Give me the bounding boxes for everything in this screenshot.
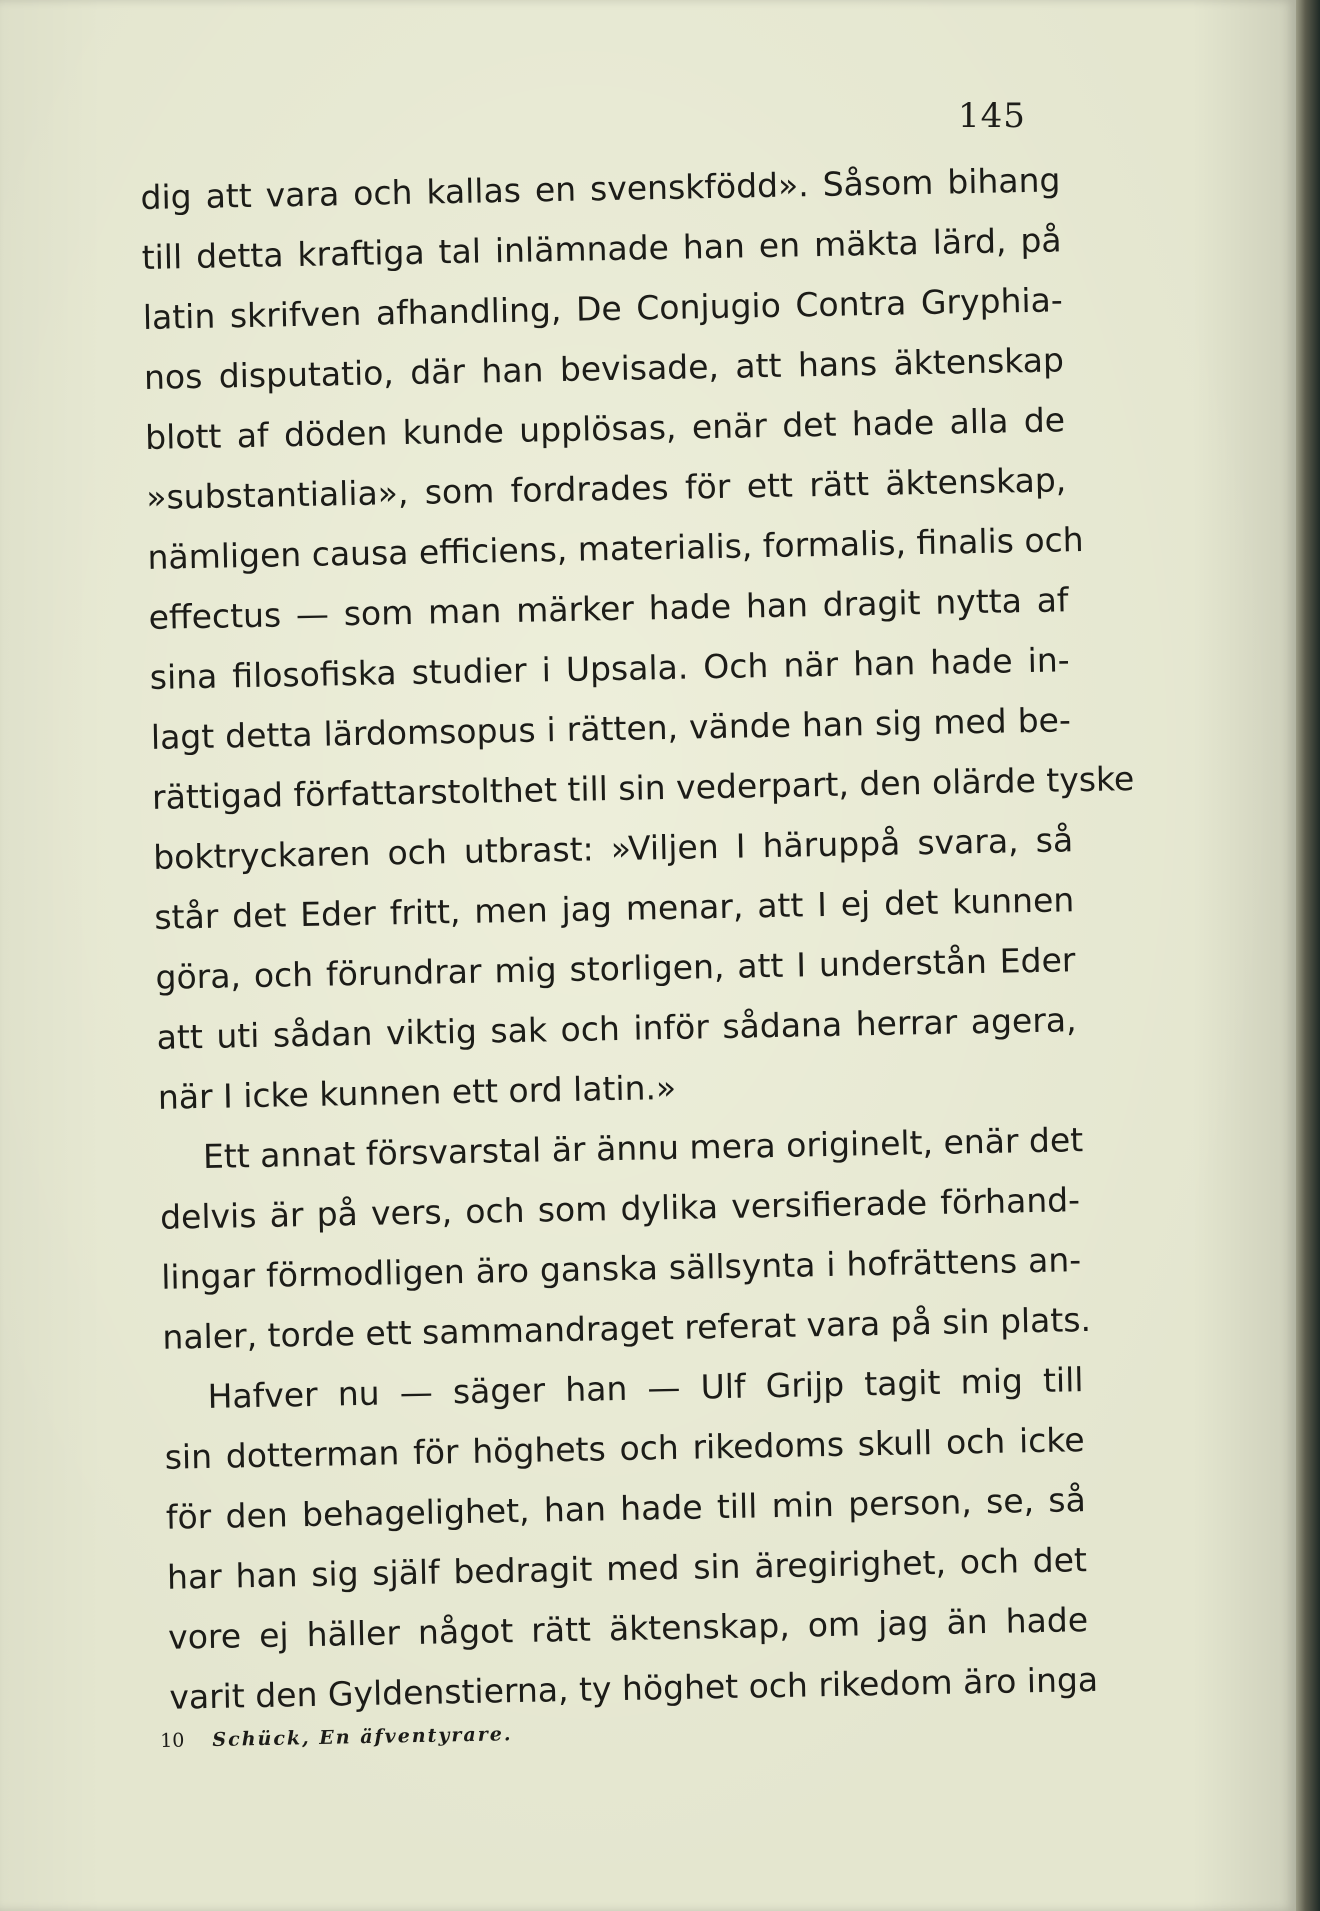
text-line: nämligen causa efficiens, materialis, formalis, finalis och <box>147 519 1084 577</box>
text-line: lagt detta lärdomsopus i rätten, vände han sig med be- <box>150 700 1072 757</box>
text-line: vore ej häller något rätt äktenskap, om jag än hade <box>167 1600 1089 1657</box>
page-number: 145 <box>958 96 1026 136</box>
text-line: sina filosofiska studier i Upsala. Och när han hade in- <box>149 640 1070 697</box>
page-footer <box>160 1723 513 1752</box>
text-line: står det Eder fritt, men jag menar, att I ej det kunnen <box>154 880 1075 937</box>
book-edge <box>1296 0 1320 1911</box>
text-line: rättigad författarstolthet till sin vederpart, den olärde tyske <box>151 759 1135 817</box>
text-line: för den behagelighet, han hade till min person, se, så <box>165 1480 1087 1537</box>
text-line: Hafver nu — säger han — Ulf Grijp tagit mig till <box>207 1360 1084 1416</box>
body-text <box>140 150 1135 1727</box>
text-line: »substantialia», som fordrades för ett rätt äktenskap, <box>145 460 1067 517</box>
footer-title: Schück, En äfventyrare. <box>212 1723 513 1751</box>
text-line: till detta kraftiga tal inlämnade han en mäkta lärd, på <box>141 220 1062 277</box>
text-line: dig att vara och kallas en svenskfödd». Såsom bihang <box>140 160 1061 217</box>
text-line: delvis är på vers, och som dylika versifierade förhand- <box>159 1180 1081 1237</box>
text-line: effectus — som man märker hade han dragit nytta af <box>148 580 1069 637</box>
text-line: sin dotterman för höghets och rikedoms skull och icke <box>164 1420 1085 1477</box>
text-line: nos disputatio, där han bevisade, att hans äktenskap <box>143 340 1065 397</box>
text-line: naler, torde ett sammandraget referat vara på sin plats. <box>162 1299 1092 1357</box>
text-line: varit den Gyldenstierna, ty höghet och rikedom äro inga <box>168 1659 1099 1717</box>
text-line: göra, och förundrar mig storligen, att I understån Eder <box>155 940 1076 997</box>
text-line: när I icke kunnen ett ord latin.» <box>157 1067 677 1117</box>
signature-mark: 10 <box>160 1729 185 1752</box>
text-line: lingar förmodligen äro ganska sällsynta i hofrättens an- <box>160 1240 1082 1297</box>
text-line: blott af döden kunde upplösas, enär det hade alla de <box>144 400 1066 457</box>
text-line: boktryckaren och utbrast: »Viljen I häruppå svara, så <box>152 820 1074 877</box>
text-line: latin skrifven afhandling, De Conjugio Contra Gryphia- <box>142 280 1064 337</box>
text-line: har han sig själf bedragit med sin äregirighet, och det <box>166 1540 1088 1597</box>
text-line: Ett annat försvarstal är ännu mera originelt, enär det <box>202 1120 1084 1176</box>
text-line: att uti sådan viktig sak och inför sådana herrar agera, <box>156 1000 1077 1057</box>
